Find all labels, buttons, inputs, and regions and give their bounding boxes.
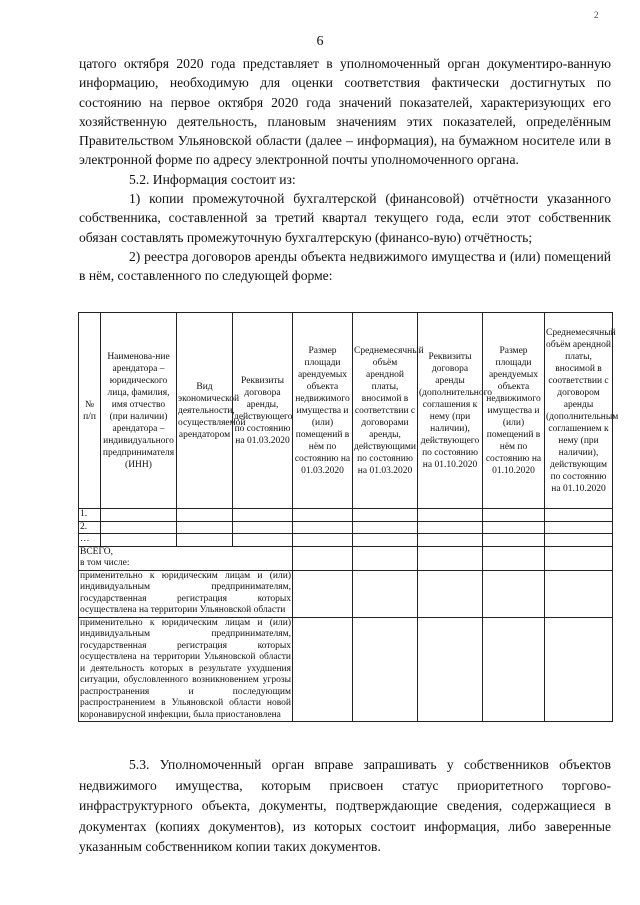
table-cell [293,521,353,534]
page-number: 6 [316,34,324,49]
lease-registry-table [78,312,619,722]
table-row-subtotal-registered [79,570,613,617]
column-header-area-march: Размер площади арендуемых объекта недвижимого имущества и (или) помещений в нём по состоянию на 01.03.2020 [293,313,353,509]
table-cell [418,534,483,547]
table-cell [177,521,233,534]
table-cell [293,617,353,722]
table-cell [353,521,418,534]
table-cell [101,534,177,547]
table-cell [101,521,177,534]
table-cell [483,570,545,617]
table-cell [418,570,483,617]
table-cell [483,534,545,547]
table-cell [233,509,293,522]
body-text-bottom [79,755,611,858]
column-header-area-october: Размер площади арендуемых объекта недвижимого имущества и (или) помещений в нём по состоянию на 01.10.2020 [483,313,545,509]
table-cell [293,509,353,522]
column-header-rent-october: Среднемесячный объём арендной платы, вносимой в соответствии с договором аренды (дополнительным соглашением к нему (при наличии), действующим по состоянию на 01.10.2020 [545,313,613,509]
table-row [79,534,613,547]
table-cell [177,534,233,547]
total-label-cell [79,546,293,570]
table-cell [545,617,613,722]
table-cell [233,534,293,547]
table-cell [177,509,233,522]
column-header-tenant: Наименова-ние арендатора – юридического лица, фамилия, имя отчество (при наличии) арендатора – индивидуального предпринимателя (ИНН) [101,313,177,509]
row-number: 1. [79,509,101,522]
table-cell [101,509,177,522]
table-cell [545,570,613,617]
table-row [79,521,613,534]
paragraph-5-2: 5.2. Информация состоит из: [129,171,296,187]
table-cell [353,509,418,522]
table-cell [418,521,483,534]
including-label: в том числе: [80,558,130,568]
row-number: … [79,534,101,547]
table-cell [545,546,613,570]
row-number: 2. [79,521,101,534]
table-cell [293,534,353,547]
table-row-subtotal-suspended [79,617,613,722]
subtotal-label-suspended: применительно к юридическим лицам и (или) индивидуальным предпринимателям, государственная регистрация которых осуществлена на территории Ульяновской области и деятельность которых в результате ухудшения ситуации, обусловленного возникновением угрозы распространения и последующим распространением в Ульяновской области новой коронавирусной инфекции, была приостановлена [80,617,291,720]
paragraph-item-2: 2) реестра договоров аренды объекта недвижимого имущества и (или) помещений в нём, составленного по следующей форме: [79,248,611,284]
table-row-total [79,546,613,570]
table-cell [233,521,293,534]
table-cell [353,617,418,722]
table-cell [353,534,418,547]
column-header-rent-march: Среднемесячный объём арендной платы, вносимой в соответствии с договорами аренды, действующими по состоянию на 01.03.2020 [353,313,418,509]
corner-mark: 2 [594,10,599,20]
paragraph-reporting-deadline: цатого октября 2020 года представляет в уполномоченный орган документиро-ванную информацию, необходимую для оценки соответствия фактически достигнутых по состоянию на первое октября 2020 года значений показателей, характеризующих его хозяйственную деятельность, плановым значениям этих показателей, определённым Правительством Ульяновской области (далее – информация), на бумажном носителе или в электронной форме по адресу электронной почты уполномоченного органа. [79,56,611,168]
table-cell [483,546,545,570]
column-header-activity: Вид экономической деятельности, осуществляемой арендатором [177,313,233,509]
table-cell [293,570,353,617]
table-cell [353,546,418,570]
table-cell [418,617,483,722]
table-cell [545,534,613,547]
paragraph-item-1: 1) копии промежуточной бухгалтерской (финансовой) отчётности указанного собственника, составленной за третий квартал текущего года, если этот собственник обязан составлять промежуточную бухгалтерскую (финансо-вую) отчётность; [79,191,611,245]
column-header-number: № п/п [79,313,101,509]
total-label: ВСЕГО, [80,546,113,557]
table-cell [418,509,483,522]
table-cell [353,570,418,617]
table-cell [545,509,613,522]
table-cell [545,521,613,534]
table-row [79,509,613,522]
table-cell [483,521,545,534]
table-cell [293,546,353,570]
table-cell [483,617,545,722]
paragraph-5-3: 5.3. Уполномоченный орган вправе запрашивать у собственников объектов недвижимого имущества, которым присвоен статус приоритетного торгово-инфраструктурного объекта, документы, подтверждающие сведения, содержащиеся в документах (копиях документов), из которых состоит информация, либо заверенные указанным собственником копии таких документов. [79,757,611,854]
table-cell [483,509,545,522]
subtotal-label-registered: применительно к юридическим лицам и (или) индивидуальным предпринимателям, государственная регистрация которых осуществлена на территории Ульяновской области [80,570,291,615]
column-header-contract-march: Реквизиты договора аренды, действующего по состоянию на 01.03.2020 [233,313,293,509]
column-header-contract-october: Реквизиты договора аренды (дополнительного соглашения к нему (при наличии), действующего по состоянию на 01.10.2020 [418,313,483,509]
body-text-top [79,54,611,286]
table-cell [418,546,483,570]
table-header-row [79,313,613,509]
